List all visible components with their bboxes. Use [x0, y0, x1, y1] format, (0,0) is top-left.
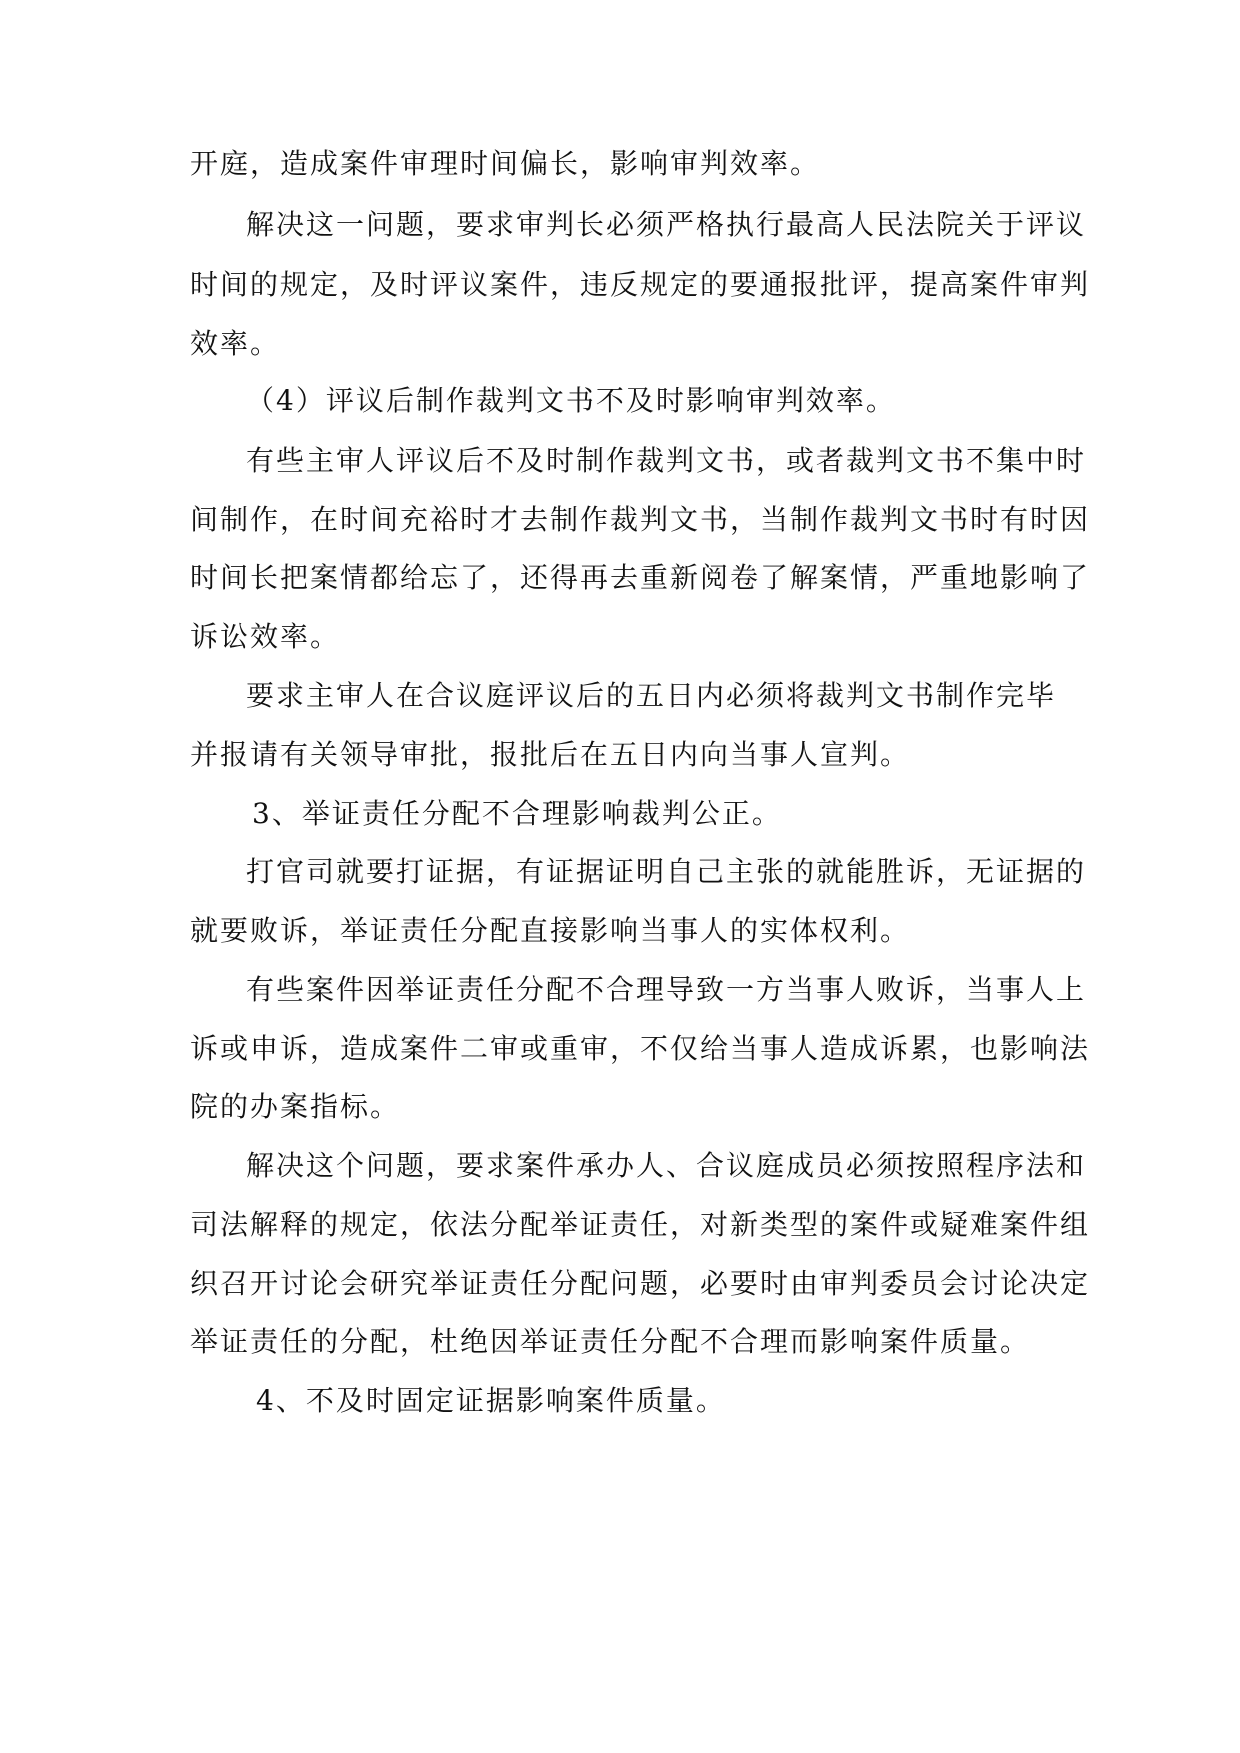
text-line: 效率。	[190, 327, 281, 360]
text-line: 织召开讨论会研究举证责任分配问题，必要时由审判委员会讨论决定	[190, 1267, 1091, 1300]
section-heading: 3、举证责任分配不合理影响裁判公正。	[252, 797, 782, 830]
text-line: 有些案件因举证责任分配不合理导致一方当事人败诉，当事人上	[246, 973, 1087, 1006]
text-line: 间制作，在时间充裕时才去制作裁判文书，当制作裁判文书时有时因	[190, 503, 1091, 536]
text-line: 时间长把案情都给忘了，还得再去重新阅卷了解案情，严重地影响了	[190, 561, 1091, 594]
text-line: 有些主审人评议后不及时制作裁判文书，或者裁判文书不集中时	[246, 444, 1087, 477]
text-line: 打官司就要打证据，有证据证明自己主张的就能胜诉，无证据的	[246, 855, 1087, 888]
text-line: 并报请有关领导审批，报批后在五日内向当事人宣判。	[190, 738, 911, 771]
section-heading: （4）评议后制作裁判文书不及时影响审判效率。	[246, 384, 896, 417]
text-line: 司法解释的规定，依法分配举证责任，对新类型的案件或疑难案件组	[190, 1208, 1091, 1241]
text-line: 举证责任的分配，杜绝因举证责任分配不合理而影响案件质量。	[190, 1325, 1031, 1358]
text-line: 时间的规定，及时评议案件，违反规定的要通报批评，提高案件审判	[190, 268, 1091, 301]
text-line: 院的办案指标。	[190, 1090, 401, 1123]
text-line: 诉或申诉，造成案件二审或重审，不仅给当事人造成诉累，也影响法	[190, 1032, 1091, 1065]
section-heading: 4、不及时固定证据影响案件质量。	[256, 1384, 726, 1417]
text-line: 开庭，造成案件审理时间偏长，影响审判效率。	[190, 147, 821, 180]
text-line: 要求主审人在合议庭评议后的五日内必须将裁判文书制作完毕	[246, 679, 1057, 712]
text-line: 解决这一问题，要求审判长必须严格执行最高人民法院关于评议	[246, 208, 1087, 241]
text-line: 就要败诉，举证责任分配直接影响当事人的实体权利。	[190, 914, 911, 947]
text-line: 解决这个问题，要求案件承办人、合议庭成员必须按照程序法和	[246, 1149, 1087, 1182]
text-line: 诉讼效率。	[190, 620, 341, 653]
